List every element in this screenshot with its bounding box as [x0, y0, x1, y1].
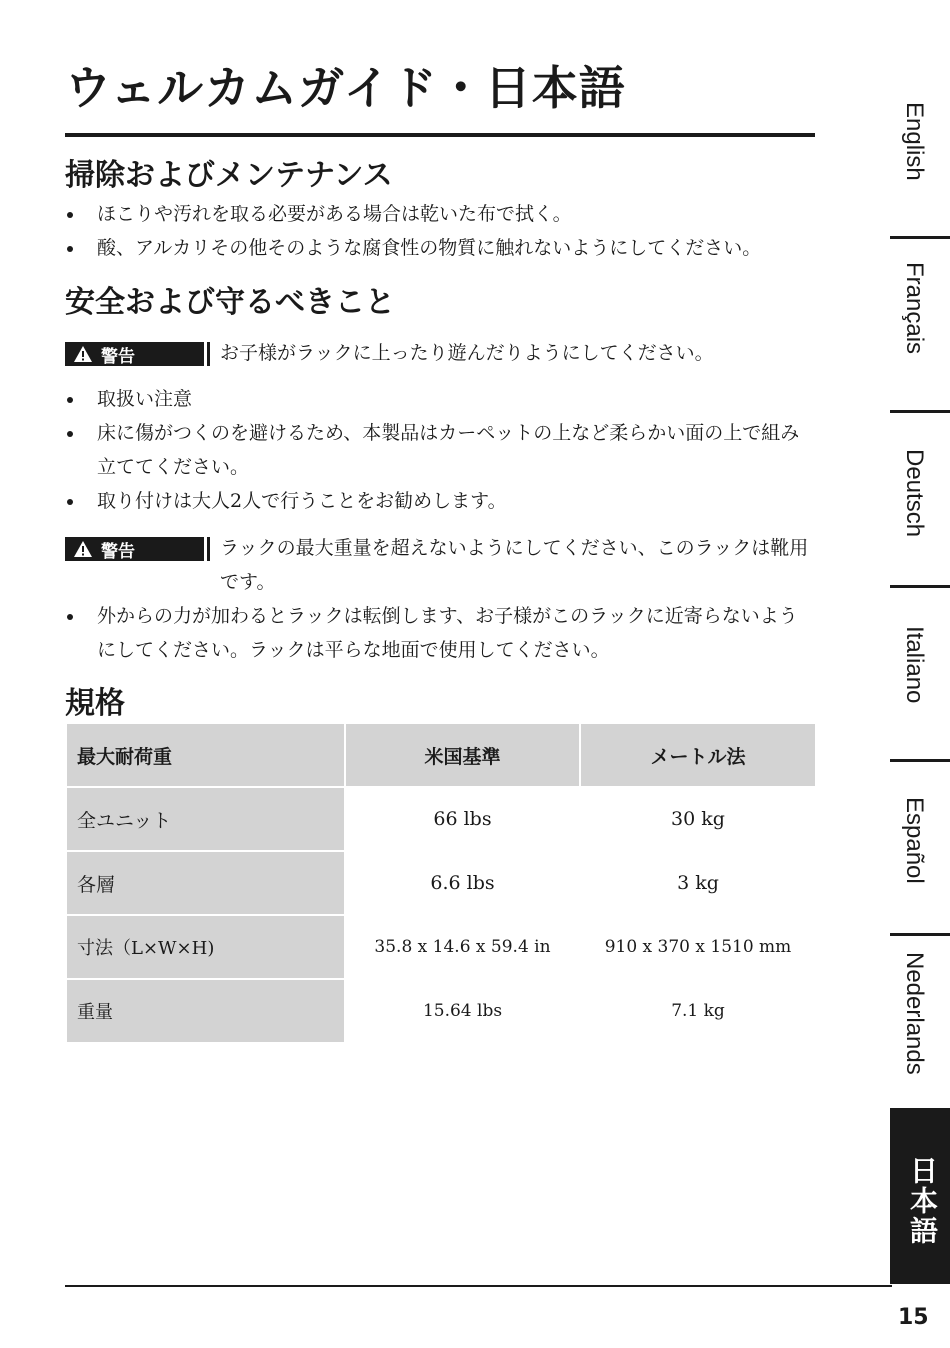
tab-japanese[interactable] [890, 1108, 950, 1284]
safety-heading: 安全および守るべきこと [65, 285, 395, 320]
warning-text: お子様がラックに上ったり遊んだりようにしてください。 [220, 342, 714, 364]
table-cell: 3 kg [580, 851, 816, 915]
table-cell: 35.8 x 14.6 x 59.4 in [345, 915, 580, 979]
tab-divider [890, 410, 950, 413]
table-row [66, 979, 816, 1043]
warning-icon [73, 345, 93, 363]
tab-label: English [901, 102, 928, 181]
warning-text: ラックの最大重量を超えないようにしてください、このラックは靴用です。 [220, 537, 809, 593]
specs-heading: 規格 [65, 686, 125, 721]
cleaning-list [65, 197, 815, 265]
list-item: 取り付けは大人2人で行うことをお勧めします。 [65, 484, 815, 518]
list-item: ほこりや汚れを取る必要がある場合は乾いた布で拭く。 [65, 197, 815, 231]
table-cell: 7.1 kg [580, 979, 816, 1043]
tab-divider [890, 585, 950, 588]
bullet-icon [67, 614, 73, 620]
tab-label: Français [901, 262, 928, 355]
tab-label: Español [901, 797, 928, 884]
table-header-row [66, 723, 816, 787]
column-header: 最大耐荷重 [66, 723, 345, 787]
column-header: 米国基準 [345, 723, 580, 787]
bullet-icon [67, 397, 73, 403]
table-cell: 66 lbs [345, 787, 580, 851]
bullet-icon [67, 499, 73, 505]
footer-rule [65, 1285, 892, 1287]
bullet-icon [67, 212, 73, 218]
list-item: 外からの力が加わるとラックは転倒します、お子様がこのラックに近寄らないようにしてください。ラックは平らな地面で使用してください。 [65, 599, 815, 667]
tab-label: Italiano [901, 626, 928, 704]
table-cell: 6.6 lbs [345, 851, 580, 915]
safety-list-2 [65, 599, 815, 667]
bullet-icon [67, 431, 73, 437]
tab-nederlands[interactable] [890, 940, 950, 1105]
tab-deutsch[interactable] [890, 437, 950, 582]
table-row [66, 787, 816, 851]
tab-divider [890, 759, 950, 762]
warning-badge: 警告 [65, 342, 207, 366]
tab-espanol[interactable] [890, 785, 950, 930]
list-item: 酸、アルカリその他そのような腐食性の物質に触れないようにしてください。 [65, 231, 815, 265]
tab-english[interactable] [890, 90, 950, 235]
list-item: 取扱い注意 [65, 382, 815, 416]
tab-italiano[interactable] [890, 614, 950, 754]
table-cell: 910 x 370 x 1510 mm [580, 915, 816, 979]
warning-icon [73, 540, 93, 558]
specs-table [65, 722, 817, 1044]
list-item: 床に傷がつくのを避けるため、本製品はカーペットの上など柔らかい面の上で組み立ててください。 [65, 416, 815, 484]
warning-badge: 警告 [65, 537, 207, 561]
cleaning-heading: 掃除およびメンテナンス [65, 158, 393, 193]
title-rule [65, 133, 815, 137]
bullet-icon [67, 246, 73, 252]
safety-list [65, 382, 815, 518]
tab-label: 日本語 [907, 1156, 938, 1246]
tab-label: Nederlands [901, 952, 928, 1075]
page-title: ウェルカムガイド・日本語 [65, 61, 626, 115]
table-cell: 30 kg [580, 787, 816, 851]
table-cell: 全ユニット [66, 787, 345, 851]
tab-label: Deutsch [901, 449, 928, 538]
column-header: メートル法 [580, 723, 816, 787]
table-row [66, 851, 816, 915]
table-cell: 寸法（L×W×H) [66, 915, 345, 979]
table-cell: 重量 [66, 979, 345, 1043]
table-row [66, 915, 816, 979]
tab-divider [890, 236, 950, 239]
tab-divider [890, 933, 950, 936]
tab-francais[interactable] [890, 250, 950, 408]
table-cell: 各層 [66, 851, 345, 915]
page-number: 15 [898, 1305, 929, 1330]
table-cell: 15.64 lbs [345, 979, 580, 1043]
